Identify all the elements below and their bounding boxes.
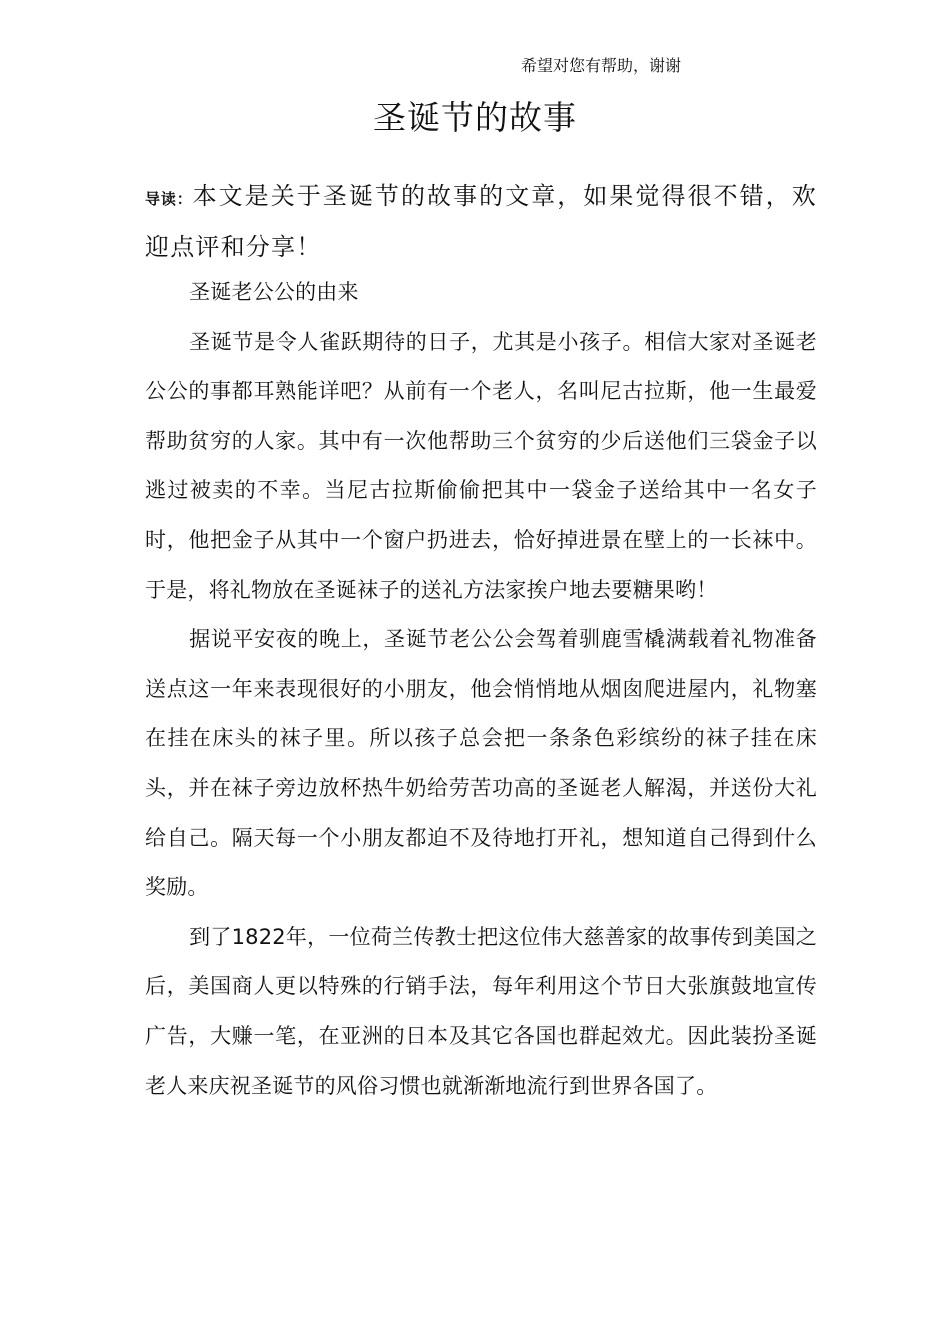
intro-label: 导读： (145, 190, 193, 208)
body-paragraph: 据说平安夜的晚上，圣诞节老公公会驾着驯鹿雪橇满载着礼物准备送点这一年来表现很好的小朋友，他会悄悄地从烟囱爬进屋内，礼物塞在挂在床头的袜子里。所以孩子总会把一条条色彩缤纷的袜子挂在床头，并在袜子旁边放杯热牛奶给劳苦功高的圣诞老人解渴，并送份大礼给自己。隔天每一个小朋友都迫不及待地打开礼，想知道自己得到什么奖励。 (145, 627, 817, 900)
page-title: 圣诞节的故事 (373, 98, 577, 137)
body-paragraph: 到了1822年，一位荷兰传教士把这位伟大慈善家的故事传到美国之后，美国商人更以特殊的行销手法，每年利用这个节日大张旗鼓地宣传广告，大赚一笔，在亚洲的日本及其它各国也群起效尤。因此装扮圣诞老人来庆祝圣诞节的风俗习惯也就渐渐地流行到世界各国了。 (145, 924, 817, 1098)
article-body (145, 268, 817, 1111)
intro-text: 本文是关于圣诞节的故事的文章，如果觉得很不错，欢迎点评和分享！ (145, 182, 817, 261)
intro-block (145, 172, 817, 271)
header-note: 希望对您有帮助，谢谢 (521, 56, 682, 75)
body-paragraph: 圣诞节是令人雀跃期待的日子，尤其是小孩子。相信大家对圣诞老公公的事都耳熟能详吧？从前有一个老人，名叫尼古拉斯，他一生最爱帮助贫穷的人家。其中有一次他帮助三个贫穷的少后送他们三袋金子以逃过被卖的不幸。当尼古拉斯偷偷把其中一袋金子送给其中一名女子时，他把金子从其中一个窗户扔进去，恰好掉进景在壁上的一长袜中。于是，将礼物放在圣诞袜子的送礼方法家挨户地去要糖果哟！ (145, 329, 817, 602)
section-heading: 圣诞老公公的由来 (189, 280, 359, 304)
